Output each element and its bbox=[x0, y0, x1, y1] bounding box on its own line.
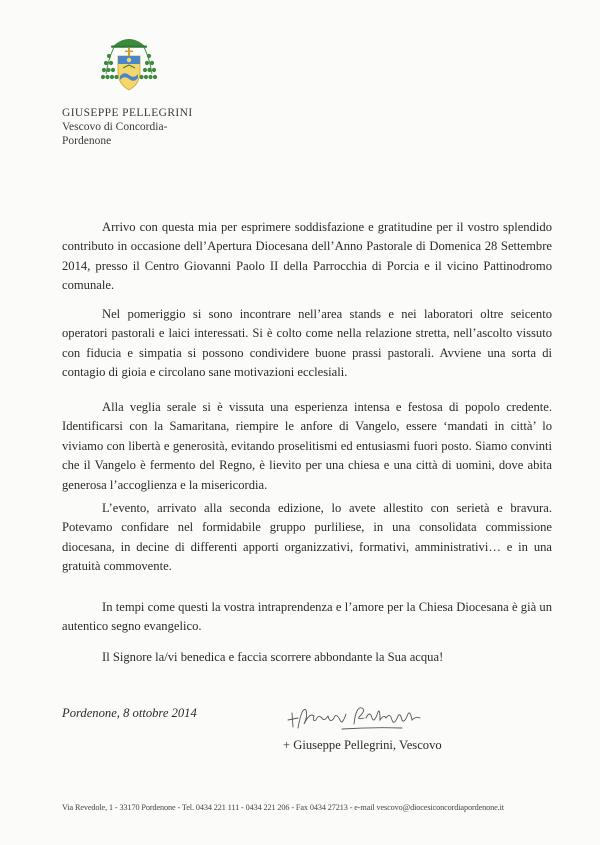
issuer-title: Vescovo di Concordia-Pordenone bbox=[62, 121, 168, 147]
footer-address: Via Revedole, 1 - 33170 Pordenone - Tel. 0434 221 111 - 0434 221 206 - Fax 0434 27213 - e-mail vescovo@diocesiconcordiapordenone.it bbox=[62, 803, 504, 812]
letter-paragraph-4 bbox=[62, 499, 552, 577]
handwritten-signature-icon bbox=[282, 700, 428, 734]
paragraph-text: Alla veglia serale si è vissuta una esperienza intensa e festosa di popolo credente. Identificarsi con la Samaritana, riempire le anfore di Vangelo, essere ‘mandati in città’ lo viviamo con libertà e generosità, evitando proselitismi ed entusiasmi fuori posto. Siamo convinti che il Vangelo è fermento del Regno, è lievito per una chiesa e una città di uomini, dove abita generosa l’accoglienza e la misericordia. bbox=[62, 400, 552, 492]
paragraph-text: In tempi come questi la vostra intraprendenza e l’amore per la Chiesa Diocesana è già un autentico segno evangelico. bbox=[62, 600, 552, 634]
letter-paragraph-5 bbox=[62, 598, 552, 637]
signatory-name: + Giuseppe Pellegrini, Vescovo bbox=[283, 738, 442, 752]
episcopal-coat-of-arms-icon bbox=[100, 34, 158, 100]
letter-paragraph-6 bbox=[62, 648, 552, 667]
letter-paragraph-1 bbox=[62, 218, 552, 296]
letter-paragraph-3 bbox=[62, 398, 552, 495]
paragraph-text: L’evento, arrivato alla seconda edizione, lo avete allestito con serietà e bravura. Potevamo confidare nel formidabile gruppo purliliese, in una consolidata commissione diocesana, in decine di differenti apporti organizzativi, formativi, amministrativi… e in una gratuità commovente. bbox=[62, 501, 552, 574]
paragraph-text: Arrivo con questa mia per esprimere soddisfazione e gratitudine per il vostro splendido contributo in occasione dell’Apertura Diocesana dell’Anno Pastorale di Domenica 28 Settembre 2014, presso il Centro Giovanni Paolo II della Parrocchia di Porcia e il vicino Pattinodromo comunale. bbox=[62, 220, 552, 293]
letter-paragraph-2 bbox=[62, 305, 552, 383]
issuer-block bbox=[62, 106, 212, 148]
place-and-date: Pordenone, 8 ottobre 2014 bbox=[62, 706, 197, 720]
paragraph-text: Il Signore la/vi benedica e faccia scorrere abbondante la Sua acqua! bbox=[102, 650, 444, 664]
issuer-name: GIUSEPPE PELLEGRINI bbox=[62, 107, 193, 119]
paragraph-text: Nel pomeriggio si sono incontrare nell’area stands e nei laboratori oltre seicento operatori pastorali e laici interessati. Si è colto come nella relazione stretta, nell’ascolto vissuto con fiducia e simpatia si possono condividere buone prassi pastorali. Avviene una sorta di contagio di gioia e circolano sane motivazioni ecclesiali. bbox=[62, 307, 552, 380]
